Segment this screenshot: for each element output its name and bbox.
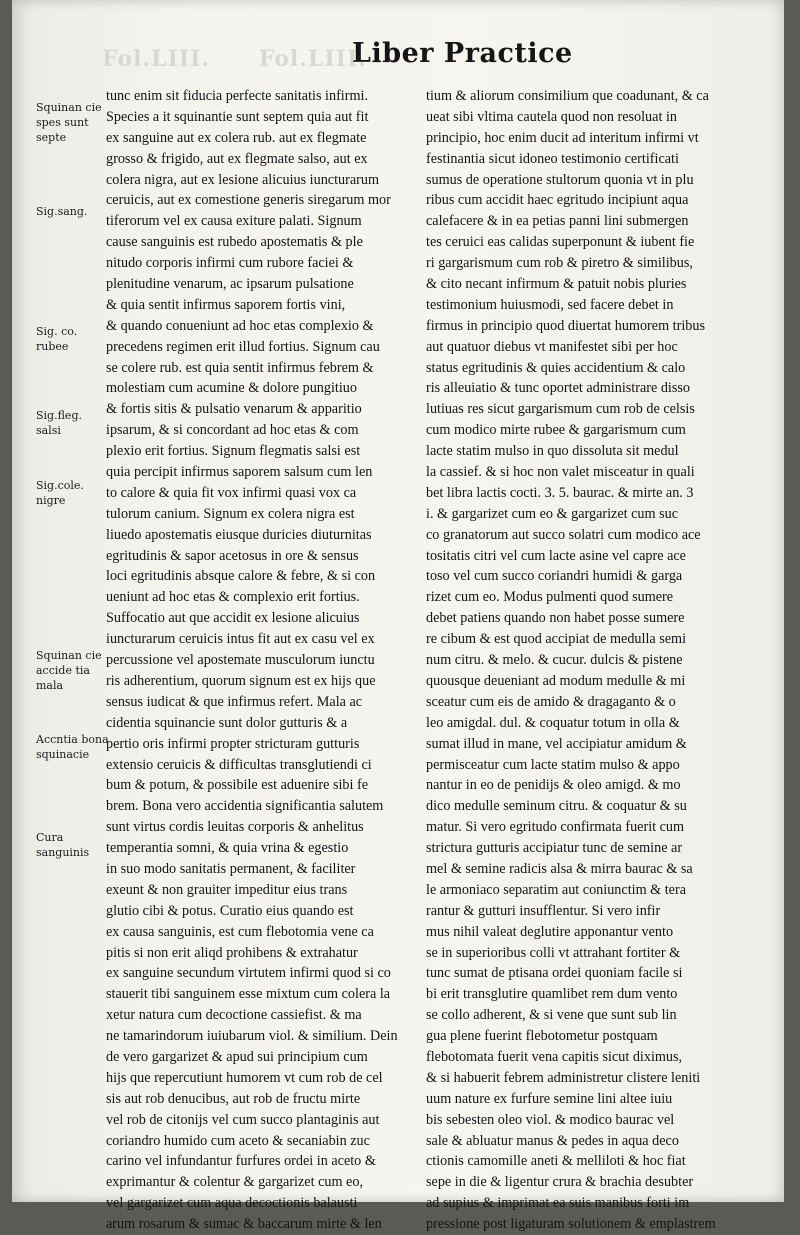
text-line: dico medulle seminum citru. & coquatur & su (426, 798, 687, 815)
left-text-column (106, 86, 418, 1235)
text-line: Suffocatio aut que accidit ex lesione alicuius (106, 610, 360, 627)
text-line: lutiuas res sicut gargarismum cum rob de celsis (426, 401, 695, 418)
text-line: ex sanguine aut ex colera rub. aut ex flegmate (106, 129, 367, 146)
text-line: ctionis camomille aneti & melliloti & hoc fiat (426, 1153, 686, 1170)
text-line: & quando conueniunt ad hoc etas complexio & (106, 317, 374, 334)
text-line: tes ceruici eas calidas superponunt & iubent fie (426, 234, 695, 251)
text-line: egritudinis & sapor acetosus in ore & sensus (106, 547, 359, 564)
text-line: bet libra lactis cocti. 3. 5. baurac. & mirte an. 3 (426, 484, 694, 501)
text-line: rizet cum eo. Modus pulmenti quod sumere (426, 589, 674, 606)
text-line: tunc enim sit fiducia perfecte sanitatis infirmi. (106, 88, 368, 104)
text-line: tiferorum vel ex causa exiture palati. Signum (106, 213, 362, 230)
text-line: ad supius & imprimat ea suis manibus forti im (426, 1195, 690, 1212)
text-line: vel rob de citonijs vel cum succo plantaginis aut (106, 1111, 380, 1128)
margin-note: Sig.sang. (36, 205, 88, 218)
text-line: sumat illud in mane, vel accipiatur amidum & (426, 735, 687, 752)
text-line: festinantia sicut idoneo testimonio certificati (426, 150, 679, 167)
margin-note: Sig.cole. nigre (36, 479, 84, 507)
text-line: arum rosarum & sumac & baccarum mirte & len (106, 1216, 382, 1233)
text-line: sis aut rob denucibus, aut rob de fructu mirte (106, 1090, 361, 1107)
text-line: nantur in eo de penidijs & oleo amigd. & mo (426, 777, 681, 794)
text-line: tunc sumat de ptisana ordei quoniam facile si (426, 965, 683, 982)
text-line: pressione post ligaturam solutionem & emplastrem (426, 1216, 716, 1233)
text-line: Species a it squinantie sunt septem quia aut fit (106, 108, 369, 125)
text-line: hijs que repercutiunt humorem vt cum rob de cel (106, 1069, 383, 1086)
text-line: sale & abluatur manus & pedes in aqua deco (426, 1132, 679, 1149)
text-line: se in superioribus colli vt attrahant fortiter & (426, 944, 681, 961)
text-line: bum & potum, & possibile est aduenire sibi fe (106, 777, 369, 794)
text-line: matur. Si vero egritudo confirmata fuerit cum (426, 819, 685, 836)
text-line: cum modico mirte rubee & gargarismum cum (426, 422, 686, 439)
text-line: ri gargarismum cum rob & piretro & similibus, (426, 255, 693, 272)
margin-note: Sig. co. rubee (36, 325, 78, 353)
text-line: plenitudine venarum, ac ipsarum pulsatione (106, 276, 354, 293)
text-line: firmus in principio quod diuertat humorem tribus (426, 317, 705, 334)
text-line: & cito necant infirmum & patuit nobis pluries (426, 276, 687, 293)
text-line: ipsarum, & si concordant ad hoc etas & com (106, 422, 359, 439)
text-line: ex sanguine secundum virtutem infirmi quod si co (106, 965, 391, 982)
text-line: quia percipit infirmus saporem salsum cum len (106, 464, 373, 481)
text-line: sunt virtus cordis leuitas corporis & anhelitus (106, 819, 364, 836)
text-line: exeunt & non grauiter impeditur eius trans (106, 881, 348, 898)
text-line: strictura gutturis accipiatur tunc de semine ar (426, 840, 683, 857)
text-line: cidentia squinancie sunt dolor gutturis & a (106, 714, 348, 731)
text-line: tulorum canium. Signum ex colera nigra est (106, 505, 355, 522)
text-line: uum nature ex furfure semine lini altee iuiu (426, 1090, 673, 1107)
text-line: sepe in die & ligentur crura & brachia desubter (426, 1174, 694, 1191)
text-line: i. & gargarizet cum eo & gargarizet cum suc (426, 505, 678, 522)
text-line: percussione vel apostemate musculorum iunctu (106, 652, 375, 669)
text-line: co granatorum aut succo solatri cum modico ace (426, 526, 701, 543)
text-line: grosso & frigido, aut ex flegmate salso, aut ex (106, 150, 368, 167)
text-line: nitudo corporis infirmi cum rubore faciei & (106, 255, 354, 272)
margin-note: Accntia bona squinacie (36, 733, 109, 761)
text-line: ceruicis, aut ex comestione generis siregarum mor (106, 192, 391, 209)
text-line: liuedo apostematis eiusque duricies diuturnitas (106, 526, 372, 543)
text-line: exprimantur & colentur & gargarizet cum eo, (106, 1174, 363, 1191)
text-line: ueat sibi vltima cautela quod non resoluat in (426, 108, 677, 125)
text-line: iuncturarum ceruicis intus fit aut ex casu vel ex (106, 631, 375, 648)
margin-note: Squinan cie spes sunt septe (36, 101, 102, 144)
margin-note: Sig.fleg. salsi (36, 409, 82, 437)
text-line: extensio ceruicis & difficultas transglutiendi ci (106, 756, 372, 773)
text-line: cause sanguinis est rubedo apostematis & ple (106, 234, 363, 251)
text-line: glutio cibi & potus. Curatio eius quando est (106, 902, 354, 919)
text-line: quousque deueniant ad modum medulle & mi (426, 672, 686, 689)
text-line: se collo adherent, & si vene que sunt sub lin (426, 1007, 677, 1024)
text-line: in suo modo sanitatis permanent, & faciliter (106, 860, 356, 877)
text-line: colera nigra, aut ex lesione alicuius iuncturarum (106, 171, 380, 188)
text-line: status egritudinis & quies accidentium & calo (426, 359, 686, 376)
text-line: ex causa sanguinis, est cum flebotomia vene ca (106, 923, 374, 940)
text-line: ris alleuiatio & tunc oportet administrare disso (426, 380, 690, 397)
text-line: coriandro humido cum aceto & secaniabin zuc (106, 1132, 370, 1149)
text-line: calefacere & in ea petias panni lini submergen (426, 213, 689, 230)
text-line: num citru. & melo. & cucur. dulcis & pistene (426, 652, 683, 669)
text-line: brem. Bona vero accidentia significantia salutem (106, 798, 384, 815)
text-line: testimonium huiusmodi, sed facere debet in (426, 296, 674, 313)
text-line: ne tamarindorum iuiubarum viol. & similium. Dein (106, 1028, 398, 1045)
text-line: se colere rub. est quia sentit infirmus febrem & (106, 359, 374, 376)
margin-note: Squinan cie accide tia mala (36, 649, 102, 692)
text-line: de vero gargarizet & apud sui principium cum (106, 1048, 368, 1065)
margin-note: Cura sanguinis (36, 831, 90, 859)
text-line: to calore & quia fit vox infirmi quasi vox ca (106, 484, 357, 501)
book-page (12, 0, 784, 1233)
text-line: temperantia somni, & quia vrina & egestio (106, 840, 349, 857)
text-line: aut quatuor diebus vt manifestet sibi per hoc (426, 338, 678, 355)
text-line: molestiam cum acumine & dolore pungitiuo (106, 380, 357, 397)
text-line: xetur natura cum decoctione cassiefist. & ma (106, 1007, 362, 1024)
bleed-through-folio: Fol.LIII. (258, 46, 367, 72)
text-line: carino vel infundantur furfures ordei in aceto & (106, 1153, 376, 1170)
text-line: rantur & gutturi insufflentur. Si vero infir (426, 902, 661, 919)
text-line: la cassief. & si hoc non valet misceatur in quali (426, 464, 695, 481)
text-line: flebotomata fuerit vena capitis sicut diximus, (426, 1048, 683, 1065)
text-line: plexio erit fortius. Signum flegmatis salsi est (106, 443, 361, 460)
text-line: re cibum & est quod accipiat de medulla semi (426, 631, 687, 648)
text-line: toso vel cum succo coriandri humidi & garga (426, 568, 683, 585)
text-line: precedens regimen erit illud fortius. Signum cau (106, 338, 380, 355)
text-line: sceatur cum eis de amido & dragaganto & o (426, 693, 676, 710)
text-line: principio, hoc enim ducit ad interitum infirmi vt (426, 129, 699, 146)
text-line: stauerit tibi sanguinem esse mixtum cum colera la (106, 986, 391, 1003)
text-line: leo amigdal. dul. & coquatur totum in olla & (426, 714, 680, 731)
text-line: pertio oris infirmi propter stricturam gutturis (106, 735, 360, 752)
text-line: sensus iudicat & que infirmus refert. Mala ac (106, 693, 363, 710)
text-line: ris adherentium, quorum signum est ex hijs que (106, 672, 376, 689)
running-header: Liber Practice (352, 38, 573, 69)
text-line: debet patiens quando non habet posse sumere (426, 610, 685, 627)
text-line: lacte statim mulso in quo dissoluta sit medul (426, 443, 679, 460)
text-line: mel & semine radicis alsa & mirra baurac & sa (426, 860, 693, 877)
text-line: & fortis sitis & pulsatio venarum & apparitio (106, 401, 362, 418)
text-line: vel gargarizet cum aqua decoctionis balausti (106, 1195, 358, 1212)
text-line: ribus cum accidit haec egritudo incipiunt aqua (426, 192, 689, 209)
text-line: ueniunt ad hoc etas & complexio erit fortius. (106, 589, 360, 606)
text-line: sumus de operatione stultorum quonia vt in plu (426, 171, 694, 188)
text-line: le armoniaco separatim aut coniunctim & tera (426, 881, 687, 898)
text-line: tium & aliorum consimilium que coadunant, & ca (426, 88, 709, 104)
bleed-through-folio: Fol.LIII. (102, 46, 211, 72)
text-line: tositatis citri vel cum lacte asine vel capre ace (426, 547, 686, 564)
text-line: permisceatur cum lacte statim mulso & appo (426, 756, 680, 773)
text-line: pitis si non erit aliqd prohibens & extrahatur (106, 944, 358, 961)
text-line: & si habuerit febrem administretur clistere leniti (426, 1069, 701, 1086)
text-line: bis sebesten oleo viol. & modico baurac vel (426, 1111, 675, 1128)
text-line: loci egritudinis absque calore & febre, & si con (106, 568, 376, 585)
right-text-column (426, 86, 748, 1235)
text-line: bi erit transglutire quamlibet rem dum vento (426, 986, 678, 1003)
text-line: & quia sentit infirmus saporem fortis vini, (106, 296, 346, 313)
text-line: gua plene fuerint flebotometur postquam (426, 1028, 658, 1045)
text-line: mus nihil valeat deglutire apponantur vento (426, 923, 674, 940)
